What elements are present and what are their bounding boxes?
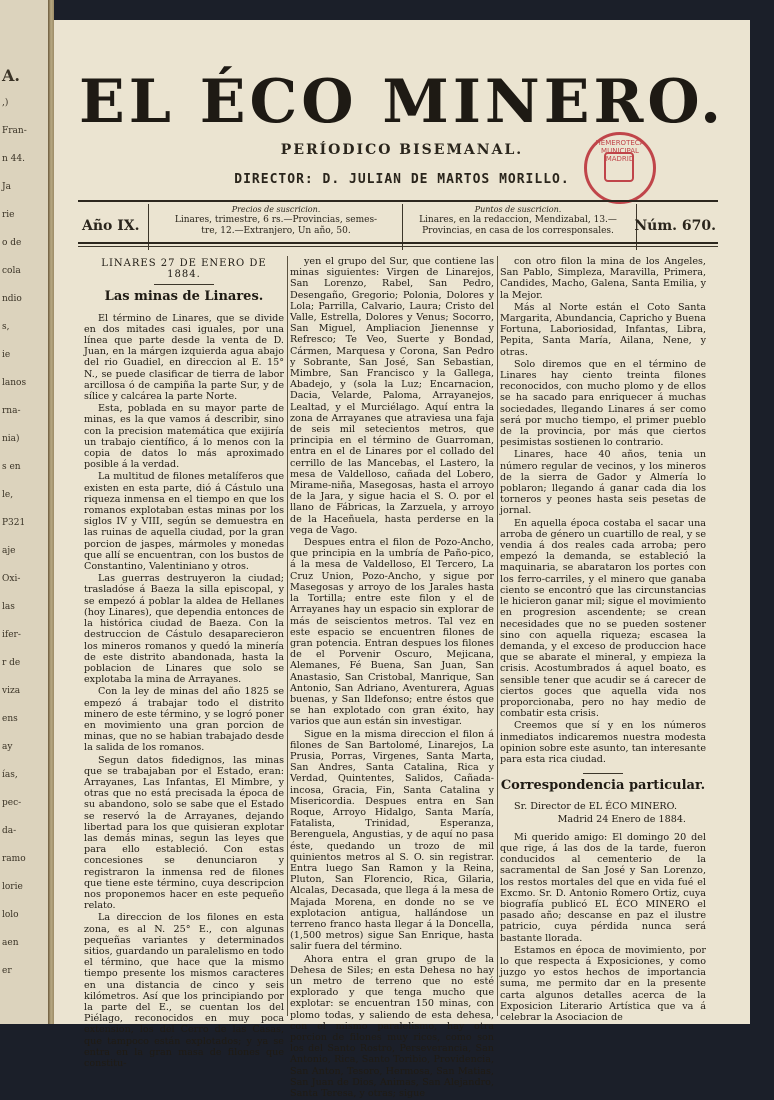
points-heading: Puntos de suscricion. xyxy=(474,205,562,214)
adjacent-page-fragment: las xyxy=(2,602,15,612)
adjacent-page-fragment: lolo xyxy=(2,910,19,920)
paragraph: con otro filon la mina de los Angeles, San Pablo, Simpleza, Maravilla, Primera, Candides, Macho, Galena, Santa Emilia, y la Mejor. xyxy=(500,256,706,301)
letter-body xyxy=(500,832,706,1023)
paragraph: Mi querido amigo: El domingo 20 del que rige, á las dos de la tarde, fueron conducidos al cementerio de la sacramental de San José y San Lorenzo, los restos mortales del que en vida fué el Excmo. Sr. D. Antonio Romero Ortiz, cuya biografía publicó EL ÉCO MINERO el pasado año; descanse en paz el ilustre patricio, cuya pérdida nunca será bastante llorada. xyxy=(500,831,706,944)
prices-heading: Precios de suscricion. xyxy=(231,205,321,214)
adjacent-page-fragment: ramo xyxy=(2,854,26,864)
correspondence-headline: Correspondencia particular. xyxy=(500,778,706,794)
adjacent-page-fragment: s, xyxy=(2,322,10,332)
column-separator xyxy=(497,256,498,1016)
adjacent-page-fragment: ías, xyxy=(2,770,18,780)
adjacent-page-fragment: le, xyxy=(2,490,14,500)
adjacent-page-fragment: lorie xyxy=(2,882,23,892)
stamp-crest-icon xyxy=(604,152,634,182)
article-body xyxy=(84,313,284,1070)
paragraph: Creemos que sí y en los números inmediatos indicaremos nuestra modesta opinion sobre este asunto, tan interesante para esta rica ciudad. xyxy=(500,720,706,765)
adjacent-page-fragment: n 44. xyxy=(2,154,25,164)
article-body-continued xyxy=(500,256,706,765)
adjacent-page-fragment: Fran- xyxy=(2,126,27,136)
adjacent-page-fragment: A. xyxy=(2,66,20,85)
divider xyxy=(583,773,623,774)
adjacent-page-strip xyxy=(0,0,50,1024)
adjacent-page-fragment: rie xyxy=(2,210,15,220)
dateline: LINARES 27 DE ENERO DE 1884. xyxy=(101,258,267,281)
adjacent-page-fragment: ens xyxy=(2,714,18,724)
adjacent-page-fragment: cola xyxy=(2,266,21,276)
paragraph: El término de Linares, que se divide en dos mitades casi iguales, por una línea que parte desde la venta de D. Juan, en la márgen izquierda agua abajo del rio Guadiel, en direccion al E. 15° N., se puede clasificar de tierra de labor arcillosa ó de campiña la parte Sur, y de sílice y calcárea la parte Norte. xyxy=(84,312,284,403)
article-body-continued xyxy=(290,256,494,1099)
stamp-text: HEMEROTECA MUNICIPAL MADRID xyxy=(595,139,645,163)
adjacent-page-fragment: aen xyxy=(2,938,19,948)
prices-text-2: tre, 12.—Extranjero, Un año, 50. xyxy=(201,226,351,236)
masthead-bottom-rule xyxy=(78,242,718,244)
paragraph: La multitud de filones metalíferos que existen en esta parte, dió á Cástulo una riqueza inmensa en el tiempo en que los romanos explotaban estas minas por los siglos IV y VIII, según se demuestra en las ruinas de aquella ciudad, por la gran porcion de jaspes, mármoles y monedas que allí se encuentran, con los bustos de Constantino, Valentiniano y otros. xyxy=(84,471,284,573)
column-1 xyxy=(84,256,284,1070)
adjacent-page-fragment: ifer- xyxy=(2,630,21,640)
prices-box xyxy=(156,204,396,237)
adjacent-page-fragment: lanos xyxy=(2,378,27,388)
paragraph: Estamos en época de movimiento, por lo que respecta á Exposiciones, y como juzgo yo estos hechos de importancia suma, me permito dar en la presente carta algunos detalles acerca de la Exposicion Literario Artística que va á celebrar la Asociacion de xyxy=(500,944,706,1023)
column-2 xyxy=(290,256,494,1100)
adjacent-page-fragment: ie xyxy=(2,350,11,360)
paragraph: Solo diremos que en el término de Linares hay ciento treinta filones reconocidos, con mucho plomo y de ellos se ha sacado para enriquecer á muchas sociedades, llegando Linares á ser como será por mucho tiempo, el primer pueblo de la provincia, por más que ciertos pesimistas sostienen lo contrario. xyxy=(500,358,706,449)
points-text-1: Linares, en la redaccion, Mendizabal, 13.— xyxy=(419,215,617,225)
letter-date: Madrid 24 Enero de 1884. xyxy=(557,813,686,825)
adjacent-page-fragment: o de xyxy=(2,238,22,248)
masthead-top-rule xyxy=(78,200,718,202)
newspaper-page xyxy=(54,20,750,1100)
prices-text-1: Linares, trimestre, 6 rs.—Provincias, semes- xyxy=(174,215,378,225)
adjacent-page-fragment: s en xyxy=(2,462,21,472)
subscription-info-row xyxy=(78,204,718,256)
paragraph: Las guerras destruyeron la ciudad; trasladóse á Baeza la silla episcopal, y se empezó á poblar la aldea de Hellanes (hoy Linares), que dependia entonces de la histórica ciudad de Baeza. Con la destruccion de Cástulo desaparecieron los mineros romanos y quedó la minería de este distrito abandonada, hasta la poblacion de Linares que solo se explotaba la mina de Arrayanes. xyxy=(84,573,284,686)
adjacent-page-fragment: ay xyxy=(2,742,13,752)
adjacent-page-fragment: da- xyxy=(2,826,17,836)
paragraph: Más al Norte están el Coto Santa Margarita, Abundancia, Capricho y Buena Fortuna, Laboriosidad, Infantas, Libra, Pepita, Santa María, Ailana, Nene, y otras. xyxy=(500,301,706,358)
paragraph: Linares, hace 40 años, tenia un número regular de vecinos, y los mineros de la sierra de Gador y Almería lo poblaron; llegando á ganar cada dia los torneros y peones hasta seis pesetas de jornal. xyxy=(500,449,706,517)
column-3 xyxy=(500,256,706,1024)
paragraph: Esta, poblada en su mayor parte de minas, es la que vamos á describir, sino con la precision matemática que exijiría un trabajo científico, á lo menos con la copia de datos lo más aproximado posible á la verdad. xyxy=(84,403,284,471)
masthead-bottom-rule-thin xyxy=(78,246,718,247)
points-text-2: Provincias, en casa de los corresponsales. xyxy=(422,226,614,236)
paragraph: Ahora entra el gran grupo de la Dehesa de Siles; en esta Dehesa no hay un metro de terreno que no esté explorado y que tenga mucho que explotar: se encuentran 150 minas, con plomo todas, y saliendo de esta dehesa, con el mismo paralelismo, hay otra porcion de filones muy ricos, como son los del Santo Rostro, Perseverancia, San Antonio, Rica, Santo Toribio, Providencia, San Anton, Tesoro, Hermosa, San Matias, San Juan de Dios, Animas, San Alejandro, Santa Teresa, y otras; sigue xyxy=(290,953,494,1100)
adjacent-page-fragment: ,) xyxy=(2,98,9,108)
divider xyxy=(154,284,214,285)
adjacent-page-fragment: rna- xyxy=(2,406,21,416)
column-separator xyxy=(287,256,288,1016)
masthead-subtitle: PERÍODICO BISEMANAL. xyxy=(280,142,524,158)
adjacent-page-fragment: pec- xyxy=(2,798,22,808)
adjacent-page-fragment: ndio xyxy=(2,294,22,304)
issue-number: Núm. 670. xyxy=(634,218,716,234)
paragraph: Segun datos fidedignos, las minas que se trabajaban por el Estado, eran: Arrayanes, Las Infantas, El Mimbre, y otras que no está precisada la época de su abandono, solo se sabe que el Estado se reservó la de Arrayanes, dejando libertad para los que quisieran explotar las demás minas, segun las leyes que para ello estableció. Con estas concesiones se denunciaron y registraron la inmensa red de filones que tiene este término, cuya descripcion nos proponemos hacer en este pequeño relato. xyxy=(84,754,284,912)
adjacent-page-fragment: viza xyxy=(2,686,21,696)
adjacent-page-fragment: P321 xyxy=(2,518,26,528)
letter-salutation: Sr. Director de EL ÉCO MINERO. xyxy=(514,801,678,813)
adjacent-page-fragment: Ja xyxy=(2,182,11,192)
masthead-title: EL ÉCO MINERO. xyxy=(78,67,725,137)
director-line: DIRECTOR: D. JULIAN DE MARTOS MORILLO. xyxy=(234,172,570,187)
adjacent-page-fragment: r de xyxy=(2,658,21,668)
year-label: Año IX. xyxy=(82,218,140,234)
points-box xyxy=(408,204,628,237)
adjacent-page-fragment: nia) xyxy=(2,434,20,444)
adjacent-page-fragment: aje xyxy=(2,546,16,556)
article-headline: Las minas de Linares. xyxy=(104,289,264,305)
paragraph: yen el grupo del Sur, que contiene las minas siguientes: Virgen de Linarejos, San Lorenzo, Rabel, San Pedro, Desengaño, Gregorio; Polonia, Dolores y Lola; Parrilla, Calvario, Laura; Cristo del Valle, Estrella, Dolores y Venus; Socorro, San Miguel, Ampliacion Jienennse y Refresco; Te Veo, Suerte y Bondad, Cármen, Marquesa y Corona, San Pedro y Sobrante, San José, San Sebastian, Mimbre, San Francisco y la Gallega, Abadejo, y (sola la Luz; Encarnacion, Dacia, Velarde, Paloma, Arrayanejos, Lealtad, y el Murciélago. Aquí entra la zona de Arrayanes que atraviesa una faja de seis mil setecientos metros, que principia en el término de Guarroman, entra en el de Linares por el collado del cerrillo de las Mancebas, el Lastero, la mesa de Valdelloso, cañada del Lobero, Mirame-niña, Masegosas, hasta el arroyo de la Jara, y sigue hacia el S. O. por el llano de Fábricas, la Zarzuela, y arroyo de la Haceñuela, hasta perderse en la vega de Vago. xyxy=(290,256,494,536)
paragraph: Con la ley de minas del año 1825 se empezó á trabajar todo el distrito minero de este término, y se logró poner en movimiento una gran porcion de minas, que no se habian trabajado desde la salida de los romanos. xyxy=(84,686,284,754)
adjacent-page-fragment: Oxi- xyxy=(2,574,21,584)
paragraph: Sigue en la misma direccion el filon á filones de San Bartolomé, Linarejos, La Prusia, Porras, Virgenes, Santa Marta, San Andres, Santa Catalina, Rica y Verdad, Quintentes, Salidos, Cañada-incosa, Gracia, Fin, Santa Catalina y Misericordia. Despues entra en San Roque, Arroyo Hidalgo, Santa María, Fatalista, Trinidad, Esperanza, Berenguela, Angustias, y de aquí no pasa éste, quedando un trozo de mil quinientos metros al S. O. sin registrar. Entra luego San Ramon y la Reina, Pluton, San Florencio, Rica, Gilaria, Alcalas, Decasada, que llega á la mesa de Majada Morena, en donde no se ve explotacion antigua, hallándose un terreno franco hasta llegar á la Doncella, (1,500 metros) sigue San Enrique, hasta salir fuera del término. xyxy=(290,728,494,953)
library-stamp-icon xyxy=(584,132,656,204)
paragraph: En aquella época costaba el sacar una arroba de género un cuartillo de real, y se vendia á dos reales cada arroba; pero empezó la demanda, se estableció la maquinaria, se abarataron los portes con los ferro-carriles, y el minero que ganaba ciento se encontró que las circunstancias le hicieron ganar mil; sigue el movimiento en progresion ascendente; se crean necesidades que no se pueden sostener sino con aquella riqueza; escasea la demanda, y el exceso de produccion hace que se abarate el mineral, y empieza la crisis. Acostumbrados á aquel boato, es sensible tener que acudir se á carecer de ciertos goces que aquella vida nos proporcionaba, pero no hay medio de combatir esta crisis. xyxy=(500,517,706,720)
paragraph: Despues entra el filon de Pozo-Ancho, que principia en la umbría de Paño-pico, á la mesa de Valdelloso, El Tercero, La Cruz Union, Pozo-Ancho, y sigue por Masegosas y arroyo de los Jarales hasta la Tortilla; entre este filon y el de Arrayanes hay un espacio sin explorar de más de seiscientos metros. Tal vez en este espacio se encuentren filones de gran potencia. Entran despues los filones de el Porvenir Oscuro, Mejicana, Alemanes, Fé Buena, San Juan, San Anastasio, San Cristobal, Manrique, San Antonio, San Adriano, Aventurera, Aguas buenas, y San Ildefonso; entre éstos que se han explotado con gran éxito, hay varios que aun están sin investigar. xyxy=(290,537,494,728)
adjacent-page-fragment: er xyxy=(2,966,12,976)
paragraph: La direccion de los filones en esta zona, es al N. 25° E., con algunas pequeñas variantes y determinados sitios, guardando un paralelismo en todo el término, que hace que la mismo tiempo presente los mismos caracteres en una distancia de cinco y seis kilómetros. Así que los principiando por la parte del E., se cuentan los del Piélago, reconocidos en muy poca extension, los del Cerro de las Casas, que tampoco están explotados; y ya se entra en la gran masa de filones que constitu- xyxy=(84,912,284,1070)
